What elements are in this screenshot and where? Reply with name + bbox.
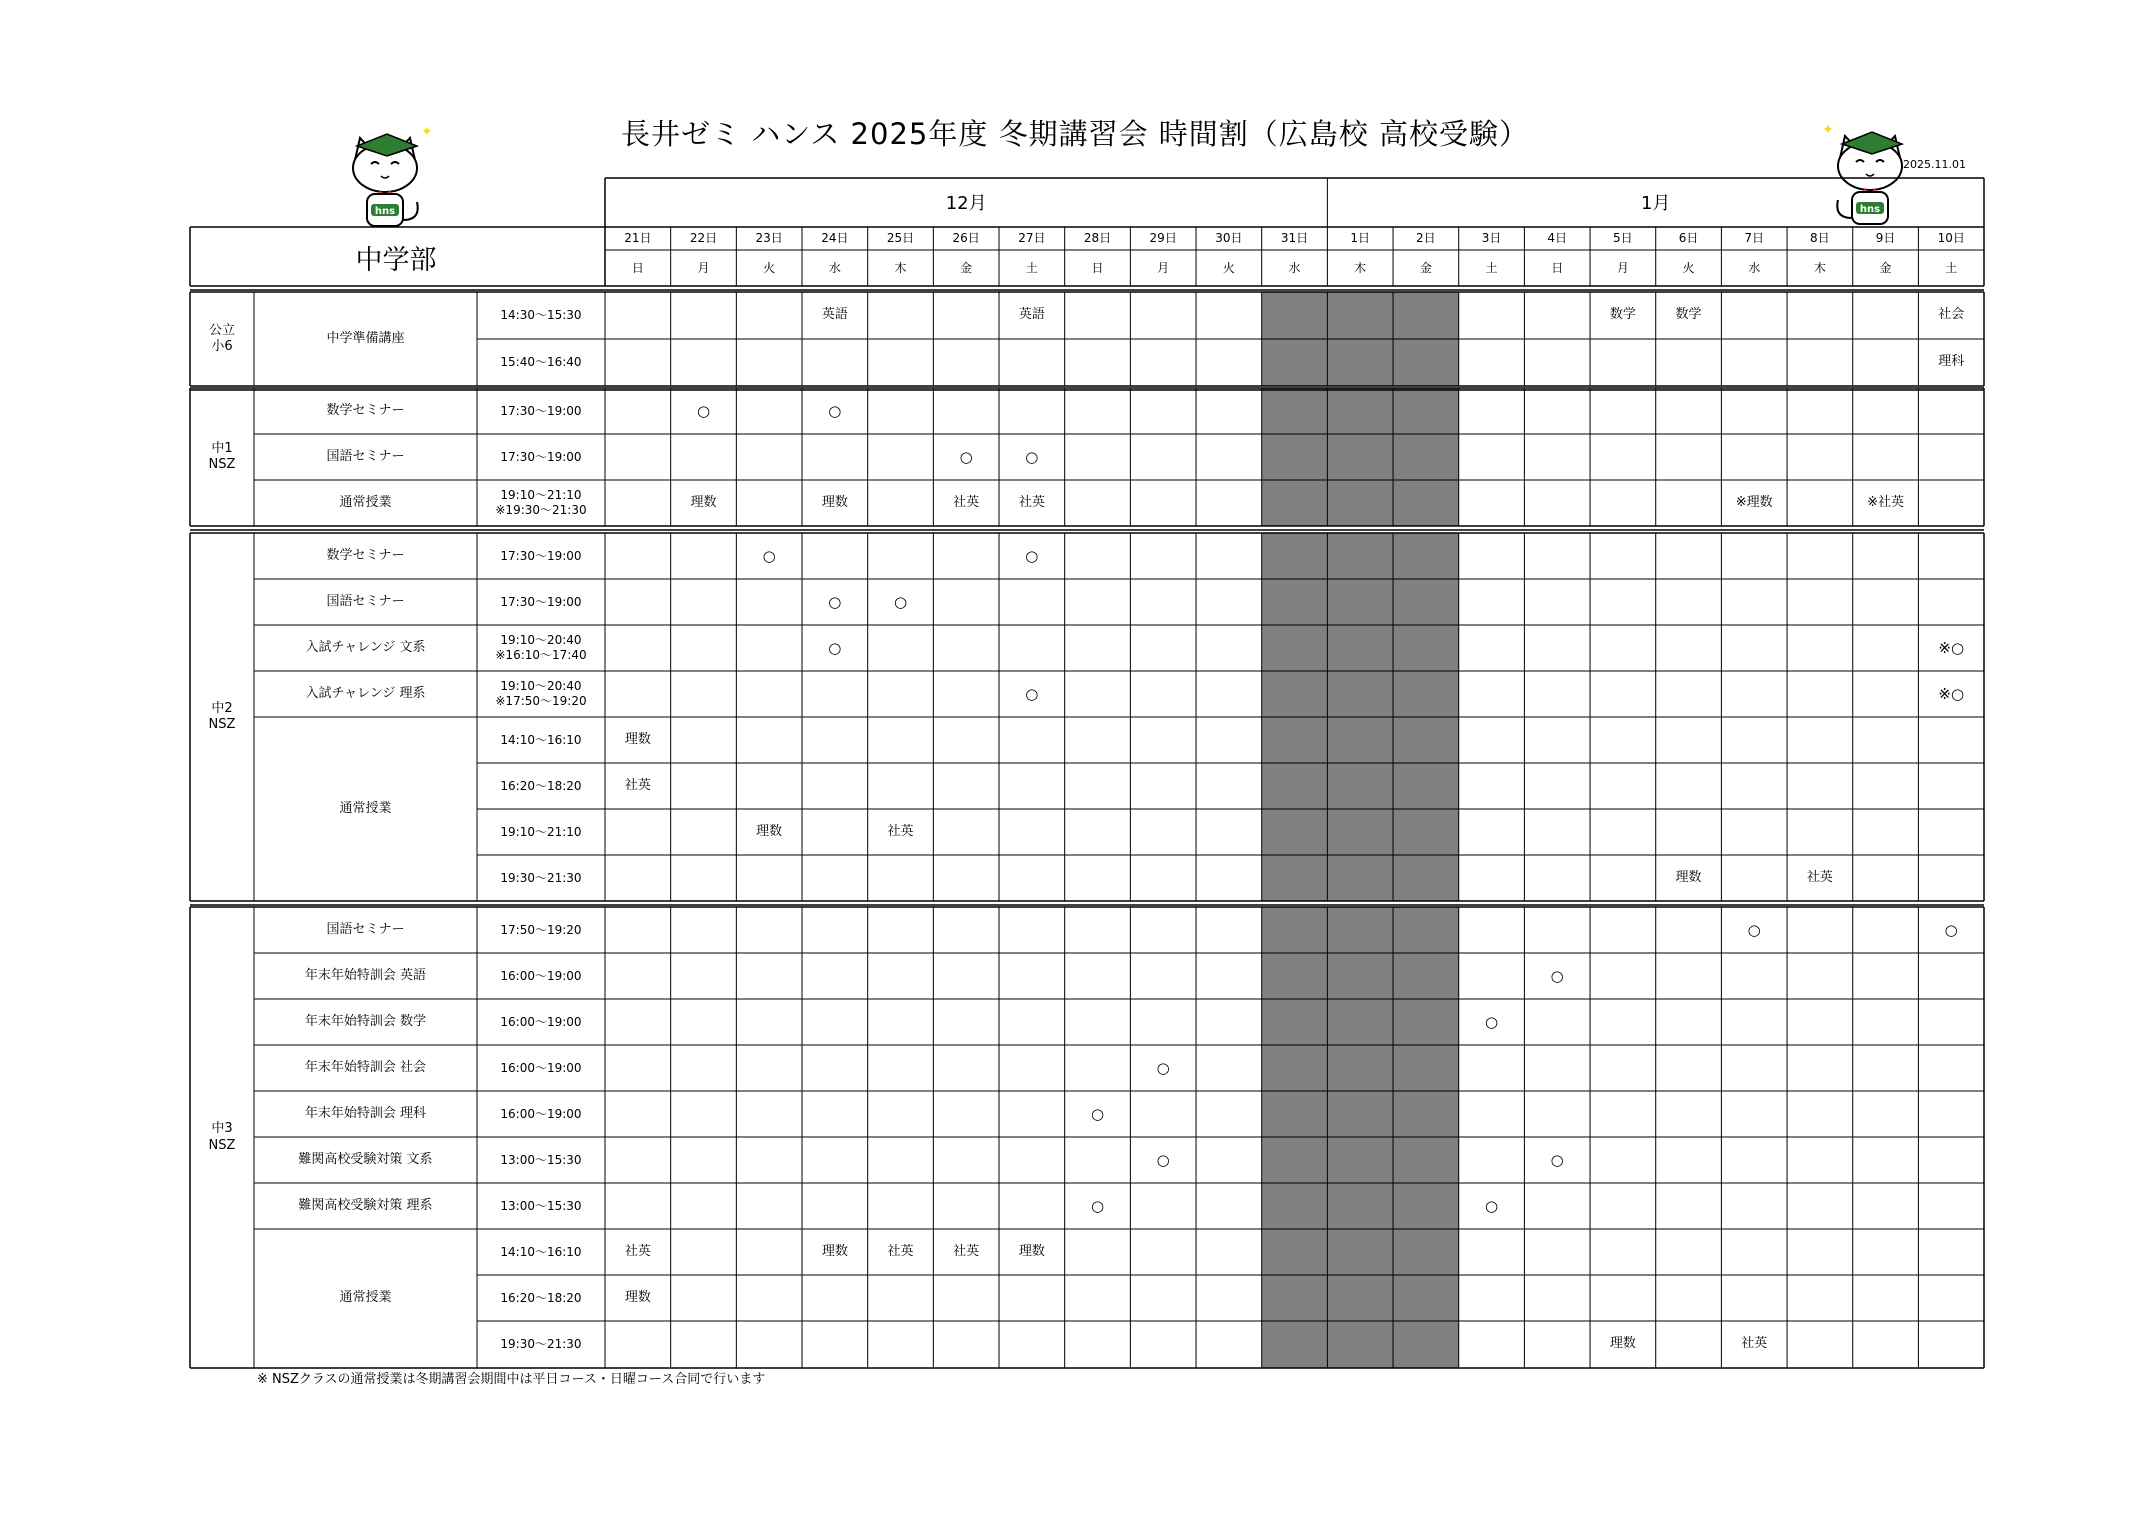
time-slot: 14:10～16:10 — [500, 732, 582, 747]
schedule-cell: 理数 — [1609, 1336, 1636, 1352]
time-slot: 13:00～15:30 — [500, 1198, 582, 1213]
month-january: 1月 — [1640, 193, 1671, 214]
schedule-cell: 理数 — [624, 731, 651, 747]
day-number: 25日 — [886, 231, 915, 245]
time-slot: 14:30～15:30 — [500, 308, 582, 322]
time-slot: 17:30～19:00 — [500, 594, 582, 609]
weekday: 火 — [763, 260, 776, 275]
time-slot: 17:50～19:20 — [500, 922, 582, 937]
weekday: 水 — [1748, 260, 1761, 275]
course-name: 国語セミナー — [326, 448, 405, 464]
weekday: 月 — [1616, 260, 1629, 275]
schedule-cell: ○ — [1550, 1150, 1564, 1169]
schedule-cell: ○ — [828, 592, 842, 611]
weekday: 火 — [1682, 260, 1695, 275]
course-name: 通常授業 — [339, 494, 392, 510]
day-number: 6日 — [1678, 231, 1699, 245]
department-label: 中学部 — [355, 244, 437, 276]
time-slot: 19:30～21:30 — [500, 870, 582, 885]
svg-text:✦: ✦ — [421, 124, 433, 140]
course-name: 難関高校受験対策 理系 — [298, 1197, 433, 1213]
day-number: 27日 — [1018, 231, 1046, 245]
svg-text:hns: hns — [374, 206, 396, 217]
closed-day-block — [1327, 388, 1393, 526]
day-number: 28日 — [1083, 231, 1112, 245]
day-number: 26日 — [952, 231, 980, 245]
weekday: 月 — [1157, 260, 1170, 275]
time-slot: 17:30～19:00 — [500, 449, 582, 464]
schedule-cell: 数学 — [1609, 307, 1636, 323]
grade-label: 中2 NSZ — [208, 700, 236, 732]
course-name: 通常授業 — [339, 800, 392, 816]
day-number: 9日 — [1875, 231, 1896, 245]
weekday: 月 — [697, 260, 710, 275]
course-name: 中学準備講座 — [326, 330, 405, 346]
day-number: 22日 — [689, 231, 718, 245]
time-slot: 16:20～18:20 — [500, 778, 582, 793]
schedule-cell: ○ — [1484, 1196, 1499, 1215]
time-slot: 13:00～15:30 — [500, 1152, 582, 1167]
day-number: 30日 — [1215, 231, 1243, 245]
weekday: 土 — [1025, 260, 1038, 275]
schedule-cell: 理数 — [1675, 869, 1702, 885]
schedule-cell: ○ — [1156, 1150, 1170, 1169]
course-name: 数学セミナー — [326, 547, 405, 563]
schedule-cell: 理数 — [821, 1243, 848, 1259]
time-slot: 17:30～19:00 — [500, 403, 582, 418]
weekday: 日 — [631, 260, 644, 275]
schedule-cell: ○ — [1156, 1058, 1170, 1077]
course-name: 年末年始特訓会 数学 — [304, 1013, 427, 1029]
time-slot: 16:00～19:00 — [500, 1060, 582, 1075]
weekday: 水 — [1288, 260, 1301, 275]
day-number: 5日 — [1613, 231, 1633, 245]
schedule-cell: ○ — [1550, 966, 1564, 985]
schedule-cell: ○ — [1484, 1012, 1499, 1031]
month-december: 12月 — [945, 193, 987, 214]
schedule-cell: 社英 — [953, 494, 980, 510]
schedule-cell: ○ — [1025, 546, 1039, 565]
schedule-cell: 理数 — [821, 494, 848, 510]
schedule-cell: 理数 — [624, 1289, 651, 1305]
course-name: 年末年始特訓会 社会 — [304, 1059, 427, 1075]
schedule-cell: ○ — [1944, 920, 1958, 939]
course-name: 国語セミナー — [326, 593, 405, 609]
time-slot: 19:10～21:10 — [500, 824, 582, 839]
weekday: 土 — [1945, 260, 1958, 275]
weekday: 金 — [1879, 260, 1892, 275]
time-slot: 19:10～20:40 ※16:10～17:40 — [495, 633, 587, 662]
day-number: 2日 — [1416, 231, 1436, 245]
schedule-cell: 英語 — [1018, 307, 1045, 323]
weekday: 日 — [1091, 260, 1104, 275]
schedule-cell: 社英 — [887, 823, 914, 839]
grade-label: 公立 小6 — [208, 322, 235, 354]
day-number: 3日 — [1481, 231, 1502, 245]
day-number: 1日 — [1350, 231, 1370, 245]
time-slot: 19:10～20:40 ※17:50～19:20 — [495, 679, 587, 708]
schedule-cell: ○ — [1747, 920, 1761, 939]
schedule-cell: ○ — [828, 638, 842, 657]
schedule-cell: 理数 — [1018, 1243, 1045, 1259]
schedule-cell: ※理数 — [1735, 494, 1773, 510]
day-number: 21日 — [624, 231, 652, 245]
course-name: 国語セミナー — [326, 921, 405, 937]
course-name: 入試チャレンジ 理系 — [305, 685, 426, 701]
course-name: 通常授業 — [339, 1290, 392, 1306]
schedule-cell: 社英 — [953, 1243, 980, 1259]
time-slot: 16:20～18:20 — [500, 1290, 582, 1305]
day-number: 4日 — [1547, 231, 1568, 245]
schedule-cell: ○ — [1090, 1196, 1105, 1215]
page-title: 長井ゼミ ハンス 2025年度 冬期講習会 時間割（広島校 高校受験） — [620, 117, 1530, 151]
grade-label: 中3 NSZ — [208, 1121, 236, 1153]
schedule-cell: ○ — [893, 592, 908, 611]
course-name: 難関高校受験対策 文系 — [298, 1151, 433, 1167]
time-slot: 16:00～19:00 — [500, 1014, 582, 1029]
schedule-cell: ○ — [1025, 447, 1039, 466]
grade-label: 中1 NSZ — [208, 440, 236, 472]
schedule-cell: ○ — [959, 447, 973, 466]
day-number: 29日 — [1149, 231, 1177, 245]
day-number: 8日 — [1810, 231, 1830, 245]
course-name: 年末年始特訓会 英語 — [304, 967, 427, 983]
schedule-cell: ※社英 — [1867, 494, 1904, 510]
weekday: 水 — [828, 260, 841, 275]
time-slot: 16:00～19:00 — [500, 968, 582, 983]
day-number: 7日 — [1744, 231, 1765, 245]
weekday: 土 — [1485, 260, 1498, 275]
weekday: 日 — [1551, 260, 1564, 275]
schedule-cell: 理科 — [1938, 354, 1965, 370]
svg-text:✦: ✦ — [1822, 122, 1834, 138]
day-number: 10日 — [1937, 231, 1965, 245]
closed-day-block — [1262, 388, 1328, 526]
weekday: 金 — [1419, 260, 1432, 275]
course-name: 年末年始特訓会 理科 — [304, 1105, 427, 1121]
weekday: 木 — [1354, 260, 1367, 275]
schedule-cell: 社英 — [887, 1243, 914, 1259]
schedule-cell: ※○ — [1938, 638, 1965, 657]
day-number: 24日 — [821, 231, 849, 245]
course-name: 入試チャレンジ 文系 — [305, 639, 426, 655]
weekday: 木 — [1813, 260, 1826, 275]
schedule-cell: ※○ — [1938, 684, 1965, 703]
schedule-cell: 社会 — [1938, 307, 1965, 323]
day-number: 31日 — [1280, 231, 1309, 245]
footnote: ※ NSZクラスの通常授業は冬期講習会期間中は平日コース・日曜コース合同で行います — [257, 1372, 766, 1387]
schedule-cell: ○ — [762, 546, 776, 565]
weekday: 金 — [960, 260, 973, 275]
schedule-cell: 英語 — [821, 307, 848, 323]
time-slot: 17:30～19:00 — [500, 548, 582, 563]
time-slot: 19:30～21:30 — [500, 1337, 582, 1351]
schedule-cell: 社英 — [624, 777, 651, 793]
issue-date: 2025.11.01 — [1903, 158, 1966, 171]
time-slot: 14:10～16:10 — [500, 1244, 582, 1259]
schedule-cell: 理数 — [756, 823, 783, 839]
schedule-cell: 社英 — [1018, 494, 1045, 510]
schedule-cell: 数学 — [1675, 307, 1702, 323]
schedule-cell: 社英 — [1806, 869, 1833, 885]
time-slot: 19:10～21:10 ※19:30～21:30 — [495, 488, 587, 517]
schedule-cell: 社英 — [624, 1243, 651, 1259]
schedule-cell: ○ — [1025, 684, 1039, 703]
svg-text:hns: hns — [1859, 204, 1881, 215]
closed-day-block — [1393, 388, 1459, 526]
course-name: 数学セミナー — [326, 402, 405, 418]
schedule-cell: ○ — [1090, 1104, 1105, 1123]
weekday: 木 — [894, 260, 907, 275]
schedule-cell: ○ — [696, 401, 711, 420]
day-number: 23日 — [755, 231, 783, 245]
schedule-cell: 社英 — [1741, 1336, 1768, 1352]
time-slot: 15:40～16:40 — [500, 355, 582, 369]
weekday: 火 — [1222, 260, 1235, 275]
schedule-cell: 理数 — [690, 494, 717, 510]
time-slot: 16:00～19:00 — [500, 1106, 582, 1121]
schedule-cell: ○ — [828, 401, 842, 420]
